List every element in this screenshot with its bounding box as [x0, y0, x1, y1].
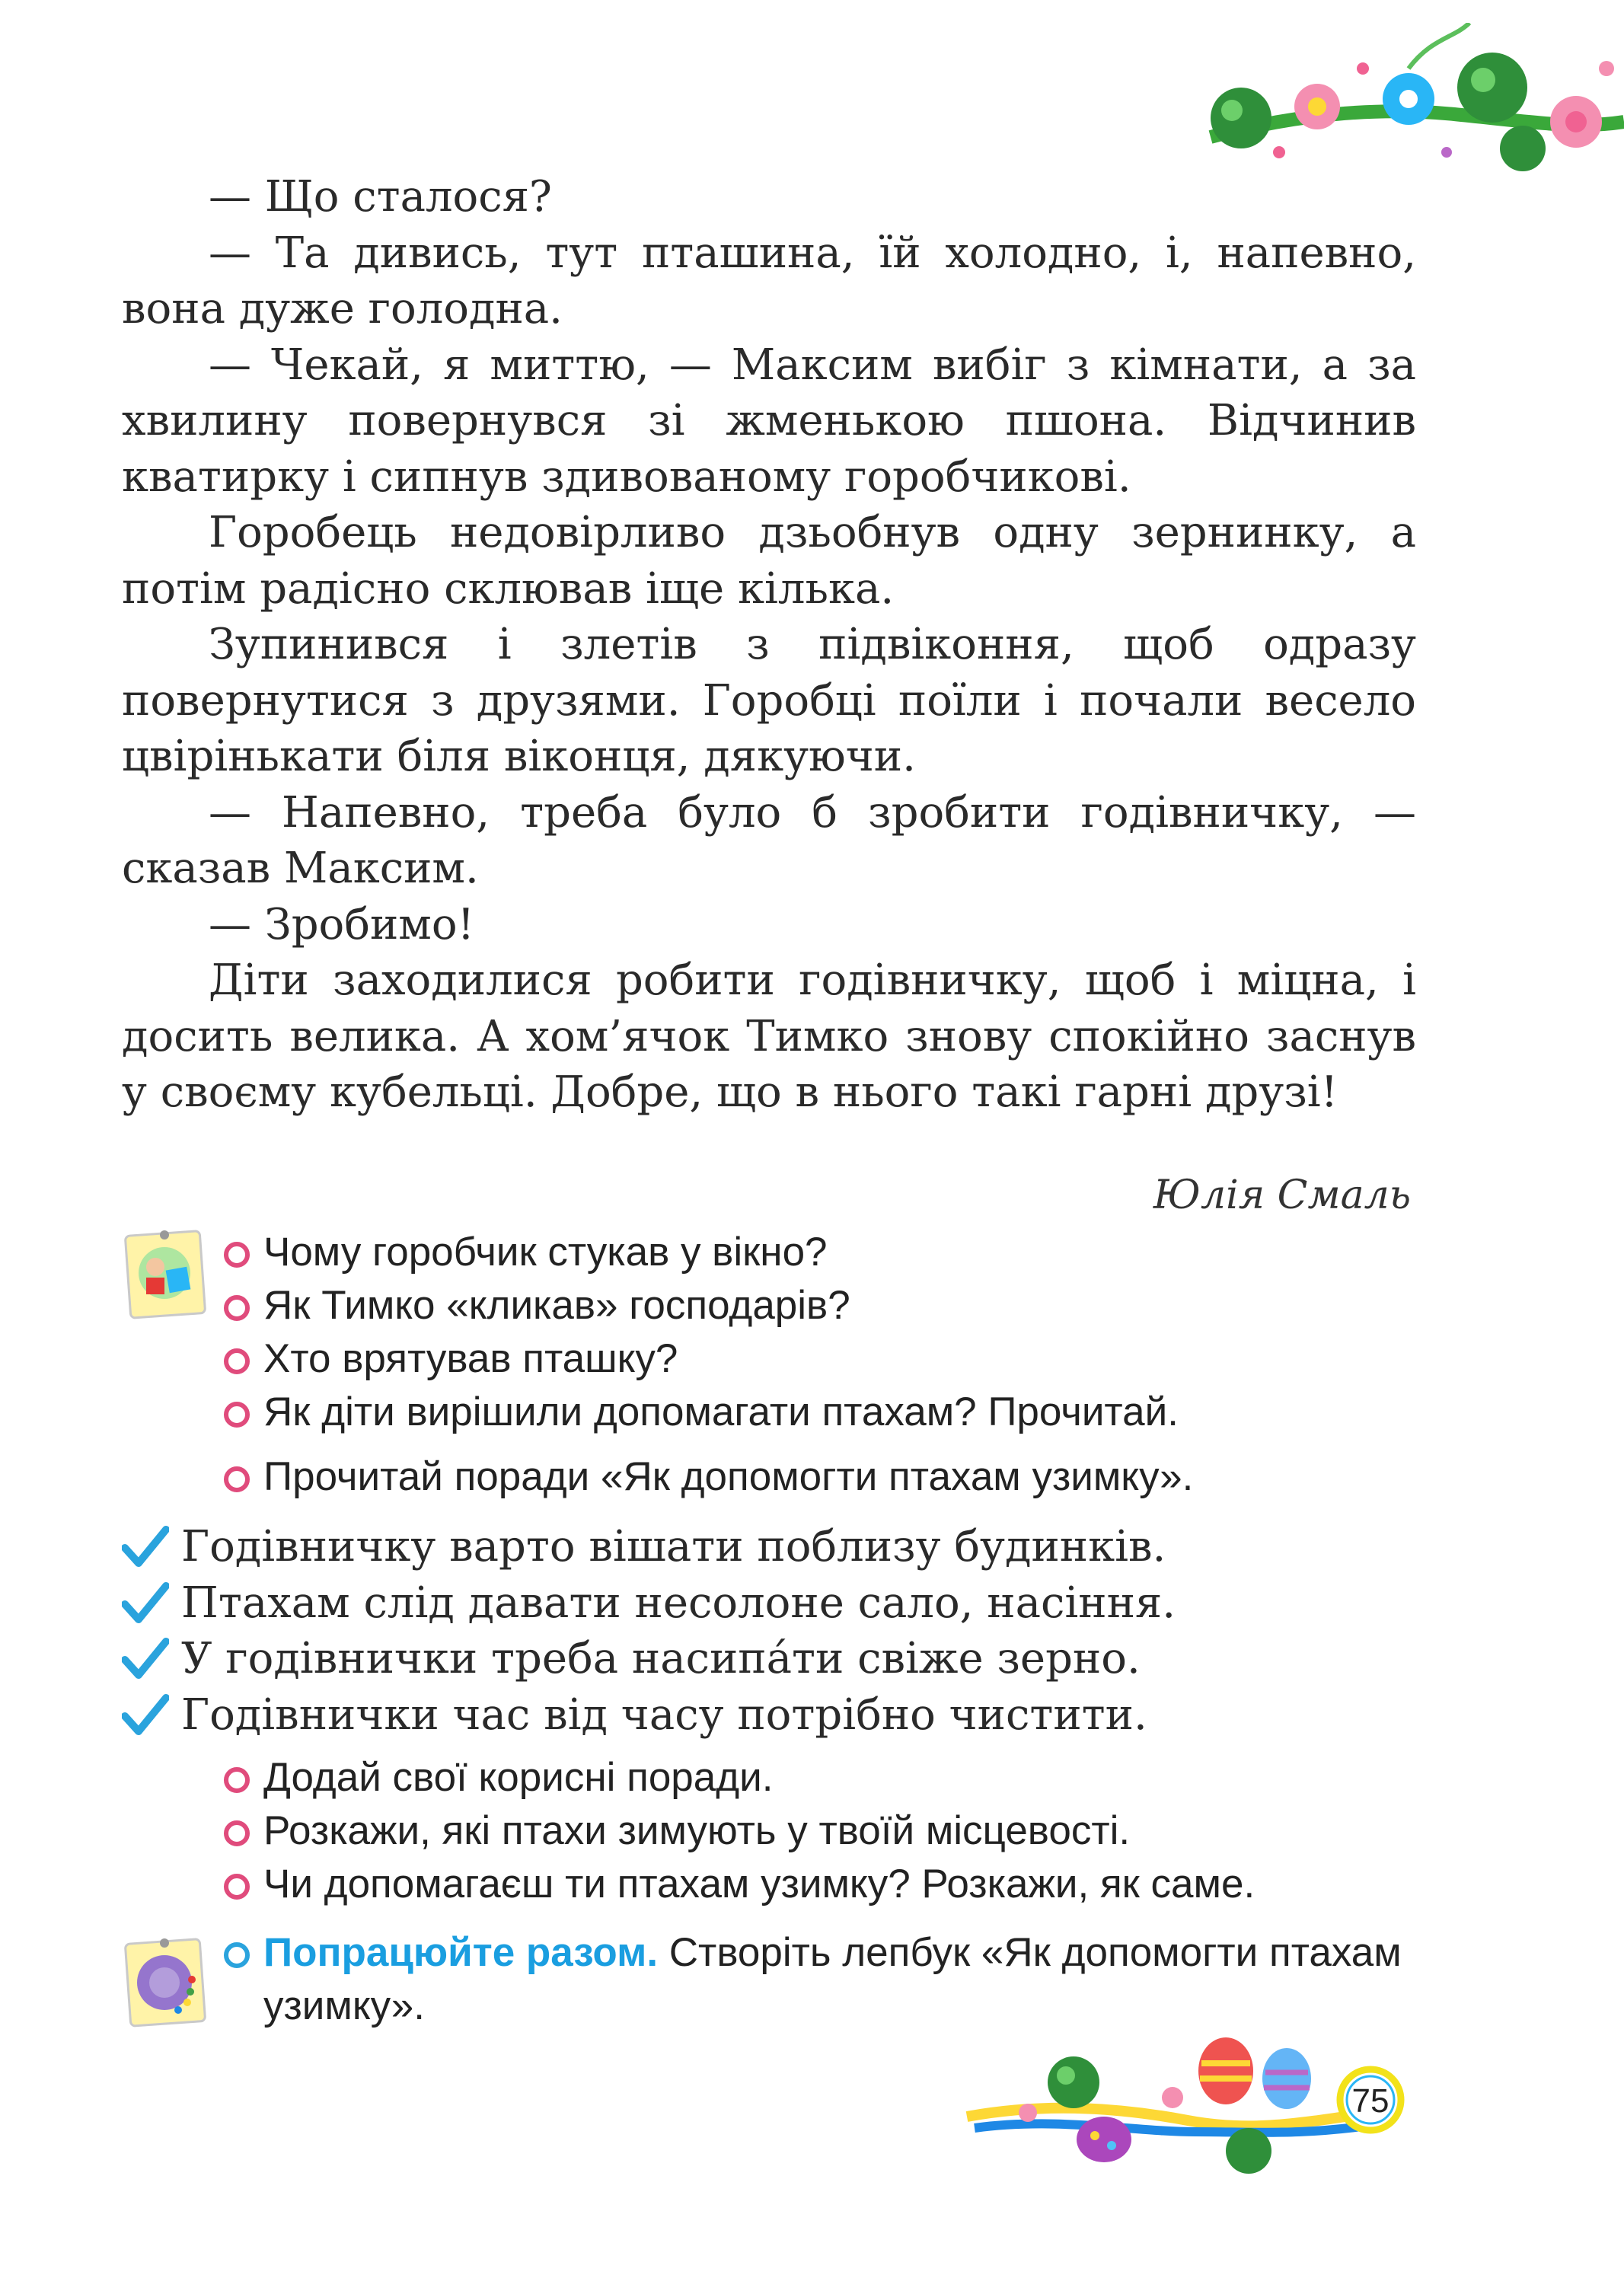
group-task-text: Створіть лепбук «Як допомогти птахам узимку».	[263, 1930, 1402, 2028]
tip-text: Годівничку варто вішати поблизу будинків.	[181, 1522, 1166, 1571]
tip-item	[122, 1519, 1176, 1575]
task-item: Чи допомагаєш ти птахам узимку? Розкажи, як саме.	[222, 1858, 1255, 1911]
flower-garland-icon	[1180, 23, 1624, 175]
page-number: 75	[1351, 2082, 1389, 2120]
read-tips-list	[222, 1450, 1193, 1504]
questions-list	[222, 1226, 1179, 1439]
tips-list	[122, 1519, 1176, 1743]
question-item: Як Тимко «кликав» господарів?	[222, 1279, 1179, 1332]
question-item: Хто врятував пташку?	[222, 1332, 1179, 1386]
question-item: Як діти вирішили допомагати птахам? Прочитай.	[222, 1386, 1179, 1439]
tip-item	[122, 1631, 1176, 1687]
group-work-icon	[122, 1934, 207, 2028]
story-paragraph: — Що сталося?	[209, 172, 552, 222]
tip-text: Птахам слід давати несолоне сало, насіння.	[181, 1578, 1176, 1628]
group-task-item	[222, 1926, 1451, 2033]
story-paragraph: — Напевно, треба було б зробити годівничку, — сказав Максим.	[122, 787, 1416, 893]
tip-text: У годівнички треба насипа́ти свіже зерно.	[181, 1634, 1141, 1683]
task-item: Розкажи, які птахи зимують у твоїй місцевості.	[222, 1804, 1255, 1858]
story-paragraph: Діти заходилися робити годівничку, щоб і міцна, і досить велика. А хом’ячок Тимко знову спокійно заснув у своєму кубельці. Добре, що в нього такі гарні друзі!	[122, 956, 1416, 1117]
checkmark-icon	[122, 1581, 169, 1626]
tasks-list	[222, 1751, 1255, 1911]
story-paragraph: — Чекай, я миттю, — Максим вибіг з кімнати, а за хвилину повернувся зі жменькою пшона. Відчинив кватирку і сипнув здивованому горобчикові.	[122, 340, 1416, 502]
tip-text: Годівнички час від часу потрібно чистити.	[181, 1689, 1147, 1740]
story-paragraph: Зупинився і злетів з підвіконня, щоб одразу повернутися з друзями. Горобці поїли і почали весело цвірінькати біля віконця, дякуючи.	[122, 620, 1416, 781]
group-task-label: Попрацюйте разом.	[263, 1930, 659, 1975]
story-paragraph: — Зробимо!	[209, 899, 475, 949]
reading-icon	[122, 1226, 207, 1320]
tip-item	[122, 1575, 1176, 1632]
read-tips-item: Прочитай поради «Як допомогти птахам узимку».	[222, 1450, 1193, 1504]
checkmark-icon	[122, 1525, 169, 1569]
task-item: Додай свої корисні поради.	[222, 1751, 1255, 1804]
question-item: Чому горобчик стукав у вікно?	[222, 1226, 1179, 1279]
easter-eggs-garland-icon	[959, 2025, 1447, 2185]
story-text	[122, 169, 1416, 1121]
tip-item	[122, 1687, 1176, 1744]
group-task-list	[222, 1926, 1451, 2033]
author-name: Юлія Смаль	[1153, 1173, 1411, 1218]
story-paragraph: — Та дивись, тут пташина, їй холодно, і, напевно, вона дуже голодна.	[122, 228, 1416, 333]
checkmark-icon	[122, 1693, 169, 1737]
checkmark-icon	[122, 1637, 169, 1681]
story-paragraph: Горобець недовірливо дзьобнув одну зернинку, а потім радісно склював іще кілька.	[122, 508, 1416, 614]
